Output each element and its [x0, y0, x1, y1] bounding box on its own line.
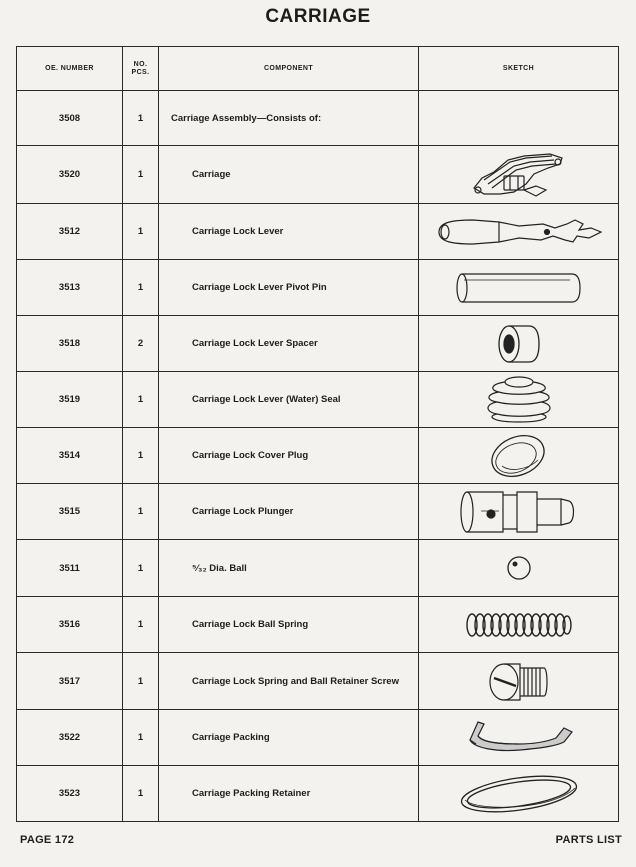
piece-count: 2 [123, 316, 159, 372]
component-cell [159, 372, 419, 428]
part-number: 3513 [17, 260, 123, 316]
table-row [17, 710, 619, 766]
component-cell [159, 260, 419, 316]
table-row [17, 204, 619, 260]
part-number: 3519 [17, 372, 123, 428]
component-name: Carriage Lock Ball Spring [192, 619, 309, 630]
component-name: ⁵⁄₃₂ Dia. Ball [192, 562, 247, 574]
component-name: Carriage [192, 169, 231, 180]
sketch-cell [419, 316, 619, 372]
part-number: 3517 [17, 653, 123, 710]
sketch-cell [419, 710, 619, 766]
component-cell [159, 316, 419, 372]
component-name: Carriage Lock Cover Plug [192, 450, 309, 461]
header-pcs-line2: PCS. [131, 68, 150, 76]
part-number: 3512 [17, 204, 123, 260]
piece-count: 1 [123, 91, 159, 146]
component-cell [159, 710, 419, 766]
piece-count: 1 [123, 540, 159, 597]
part-number: 3516 [17, 597, 123, 653]
sketch-cell [419, 204, 619, 260]
component-name: Carriage Assembly—Consists of: [171, 112, 322, 124]
header-component: COMPONENT [159, 47, 419, 91]
component-cell [159, 91, 419, 146]
table-row [17, 597, 619, 653]
header-pcs [123, 47, 159, 91]
component-name: Carriage Lock Lever Pivot Pin [192, 282, 327, 293]
component-cell [159, 484, 419, 540]
pivot-pin-icon [454, 270, 584, 306]
component-cell [159, 428, 419, 484]
sketch-cell [419, 372, 619, 428]
part-number: 3518 [17, 316, 123, 372]
component-cell [159, 653, 419, 710]
cover-plug-icon [488, 432, 550, 480]
sketch-cell [419, 653, 619, 710]
table-row [17, 91, 619, 146]
header-row [17, 47, 619, 91]
ball-icon [504, 553, 534, 583]
plunger-icon [457, 487, 581, 537]
table-row [17, 372, 619, 428]
table-row [17, 316, 619, 372]
sketch-cell [419, 146, 619, 204]
piece-count: 1 [123, 484, 159, 540]
coil-spring-icon [464, 610, 574, 640]
retainer-screw-icon [486, 656, 552, 706]
component-name: Carriage Lock Lever Spacer [192, 338, 318, 349]
part-number: 3520 [17, 146, 123, 204]
page-number: PAGE 172 [20, 834, 75, 846]
carriage-icon [464, 150, 574, 200]
component-name: Carriage Packing Retainer [192, 788, 311, 799]
piece-count: 1 [123, 653, 159, 710]
table-row [17, 146, 619, 204]
part-number: 3515 [17, 484, 123, 540]
section-label: PARTS LIST [555, 834, 622, 846]
table-row [17, 653, 619, 710]
sketch-cell [419, 260, 619, 316]
table-row [17, 540, 619, 597]
component-name: Carriage Lock Plunger [192, 506, 294, 517]
retainer-ring-icon [457, 772, 581, 816]
piece-count: 1 [123, 710, 159, 766]
part-number: 3514 [17, 428, 123, 484]
part-number: 3522 [17, 710, 123, 766]
bellows-seal-icon [479, 374, 559, 426]
sketch-cell [419, 91, 619, 146]
table-row [17, 766, 619, 822]
header-number: OE. NUMBER [17, 47, 123, 91]
packing-strip-icon [460, 716, 578, 760]
sketch-cell [419, 540, 619, 597]
piece-count: 1 [123, 372, 159, 428]
table-row [17, 428, 619, 484]
part-number: 3523 [17, 766, 123, 822]
lock-lever-icon [433, 214, 605, 250]
spacer-icon [495, 322, 543, 366]
component-name: Carriage Lock Spring and Ball Retainer Screw [192, 675, 399, 687]
component-name: Carriage Lock Lever (Water) Seal [192, 394, 341, 405]
part-number: 3511 [17, 540, 123, 597]
component-name: Carriage Packing [192, 732, 270, 743]
page-title: CARRIAGE [265, 6, 371, 27]
piece-count: 1 [123, 260, 159, 316]
header-pcs-line1: NO. [133, 60, 148, 68]
part-number: 3508 [17, 91, 123, 146]
sketch-cell [419, 428, 619, 484]
sketch-cell [419, 597, 619, 653]
component-cell [159, 540, 419, 597]
component-cell [159, 597, 419, 653]
component-cell [159, 766, 419, 822]
component-cell [159, 204, 419, 260]
table-row [17, 484, 619, 540]
piece-count: 1 [123, 146, 159, 204]
header-sketch: SKETCH [419, 47, 619, 91]
sketch-cell [419, 766, 619, 822]
parts-table [16, 46, 619, 822]
component-cell [159, 146, 419, 204]
piece-count: 1 [123, 204, 159, 260]
component-name: Carriage Lock Lever [192, 226, 284, 237]
sketch-cell [419, 484, 619, 540]
table-row [17, 260, 619, 316]
piece-count: 1 [123, 597, 159, 653]
piece-count: 1 [123, 428, 159, 484]
piece-count: 1 [123, 766, 159, 822]
